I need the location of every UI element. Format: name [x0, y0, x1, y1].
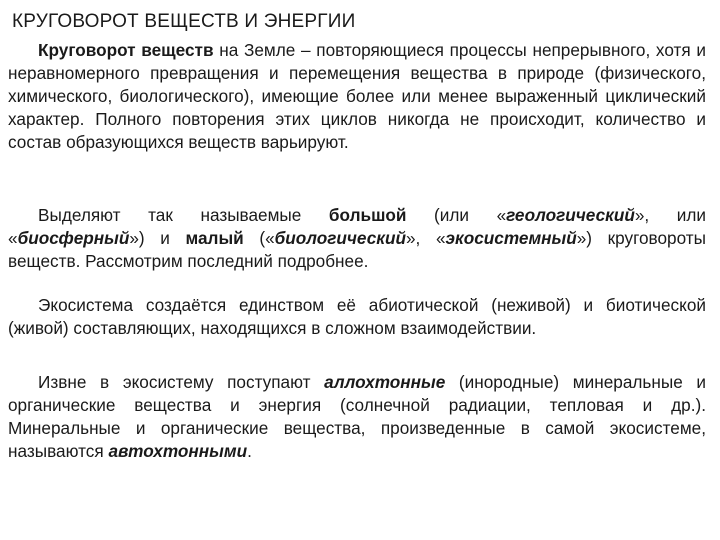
paragraph-ecosystem — [8, 294, 706, 340]
term-ecosystem: экосистемный — [445, 228, 577, 248]
ecosystem-text: Экосистема создаётся единством её абиотической (неживой) и биотической (живой) составляющих, находящихся в сложном взаимодействии. — [8, 295, 706, 338]
paragraph-allochthonous — [8, 371, 706, 463]
term-biological: биологический — [274, 228, 406, 248]
term-geological: геологический — [506, 205, 635, 225]
text-fragment: (инородные) минеральные и органические вещества и энергия (солнечной радиации, тепловая и др.). Минеральные и органические вещества, произведенные в самой экосистеме, называются — [8, 372, 707, 461]
text-fragment: », « — [405, 228, 446, 248]
paragraph-cycle-types — [8, 204, 706, 273]
slide-title: КРУГОВОРОТ ВЕЩЕСТВ И ЭНЕРГИИ — [12, 11, 356, 32]
text-fragment: ») круговороты веществ. Рассмотрим последний подробнее. — [8, 228, 707, 271]
text-fragment: Извне в экосистему поступают — [38, 372, 325, 392]
paragraph-cycle-definition — [8, 39, 706, 154]
term-autochthonous: автохтонными — [108, 441, 248, 461]
text-fragment: (или « — [406, 205, 507, 225]
text-fragment: Выделяют так называемые — [38, 205, 329, 225]
term-cycle-of-substances: Круговорот веществ — [38, 40, 214, 60]
term-small: малый — [185, 228, 244, 248]
text-fragment: . — [247, 441, 252, 461]
term-allochthonous: аллохтонные — [324, 372, 446, 392]
text-fragment: ») и — [129, 228, 186, 248]
text-fragment: », или « — [8, 205, 706, 248]
definition-text: на Земле – повторяющиеся процессы непрерывного, хотя и неравномерного превращения и перемещения вещества в природе (физического, химического, биологического), имеющие более или менее выраженный циклический характер. Полного повторения этих циклов никогда не происходит, количество и состав образующихся веществ варьируют. — [8, 40, 706, 152]
term-big: большой — [328, 205, 407, 225]
term-biospheric: биосферный — [17, 228, 130, 248]
text-fragment: (« — [243, 228, 275, 248]
